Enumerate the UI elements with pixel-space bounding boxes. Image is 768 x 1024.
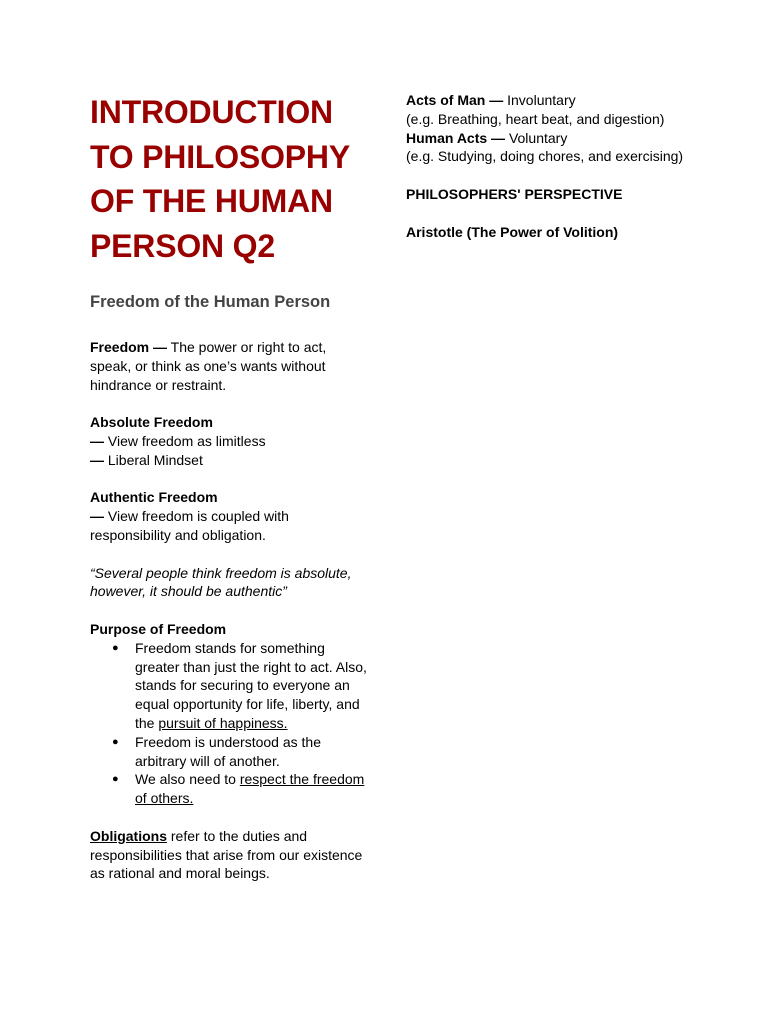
obligations-text: refer to the duties and responsibilities that arise from our existence as rational and moral beings. (90, 827, 363, 882)
pursuit-of-happiness-text: pursuit of happiness. (158, 714, 288, 731)
freedom-term: Freedom — (90, 339, 168, 355)
right-column (406, 91, 746, 241)
obligations-definition (90, 827, 370, 883)
philosophers-heading: PHILOSOPHERS' PERSPECTIVE (406, 185, 623, 202)
aristotle-heading: Aristotle (The Power of Volition) (406, 223, 619, 240)
human-acts-example: (e.g. Studying, doing chores, and exercising) (406, 148, 684, 165)
absolute-freedom-section (90, 413, 370, 469)
authentic-freedom-text: View freedom is coupled with responsibility and obligation. (90, 508, 289, 543)
human-acts-line (406, 129, 746, 148)
human-acts-term: Human Acts — (406, 129, 506, 146)
absolute-freedom-line-1 (90, 432, 370, 451)
respect-others-text: respect the freedom of others. (135, 771, 365, 807)
purpose-list (90, 639, 370, 808)
list-item (90, 733, 370, 771)
acts-of-man-line (406, 91, 746, 110)
purpose-item-2-text: Freedom is understood as the arbitrary will of another. (135, 733, 321, 769)
list-item (90, 639, 370, 733)
purpose-heading: Purpose of Freedom (90, 620, 227, 637)
freedom-quote: “Several people think freedom is absolute, however, it should be authentic” (90, 564, 352, 600)
acts-of-man-term: Acts of Man — (406, 92, 504, 108)
acts-of-man-text: Involuntary (503, 92, 576, 108)
bullet-icon: ● (112, 735, 119, 748)
freedom-definition (90, 338, 370, 394)
document-title (90, 90, 370, 268)
purpose-item-3-text: We also need to (135, 771, 240, 788)
title-line-3: OF THE HUMAN (90, 183, 333, 219)
absolute-freedom-heading: Absolute Freedom (90, 414, 213, 431)
freedom-text: The power or right to act, speak, or think as one’s wants without hindrance or restraint. (90, 339, 327, 393)
absolute-freedom-text-1: View freedom as limitless (104, 432, 266, 449)
authentic-freedom-heading: Authentic Freedom (90, 489, 218, 506)
purpose-item-1-text: Freedom stands for something greater than just the right to act. Also, stands for securing to everyone an equal opportunity for life, liberty, and the (135, 639, 367, 731)
acts-section (406, 91, 746, 166)
authentic-freedom-line (90, 507, 370, 545)
acts-of-man-example: (e.g. Breathing, heart beat, and digestion) (406, 110, 665, 127)
absolute-freedom-text-2: Liberal Mindset (104, 451, 203, 468)
bullet-icon: ● (112, 773, 119, 786)
bullet-icon: ● (112, 641, 119, 654)
absolute-freedom-line-2 (90, 451, 370, 470)
section-subtitle: Freedom of the Human Person (90, 293, 331, 311)
left-column (90, 90, 370, 883)
dash: — (90, 508, 104, 525)
title-line-2: TO PHILOSOPHY (90, 138, 350, 175)
obligations-term: Obligations (90, 827, 167, 844)
dash: — (90, 451, 104, 468)
human-acts-text: Voluntary (505, 129, 568, 146)
authentic-freedom-section (90, 488, 370, 544)
dash: — (90, 432, 104, 449)
purpose-section (90, 620, 370, 808)
list-item (90, 770, 370, 808)
title-line-1: INTRODUCTION (90, 94, 333, 130)
title-line-4: PERSON Q2 (90, 227, 275, 264)
